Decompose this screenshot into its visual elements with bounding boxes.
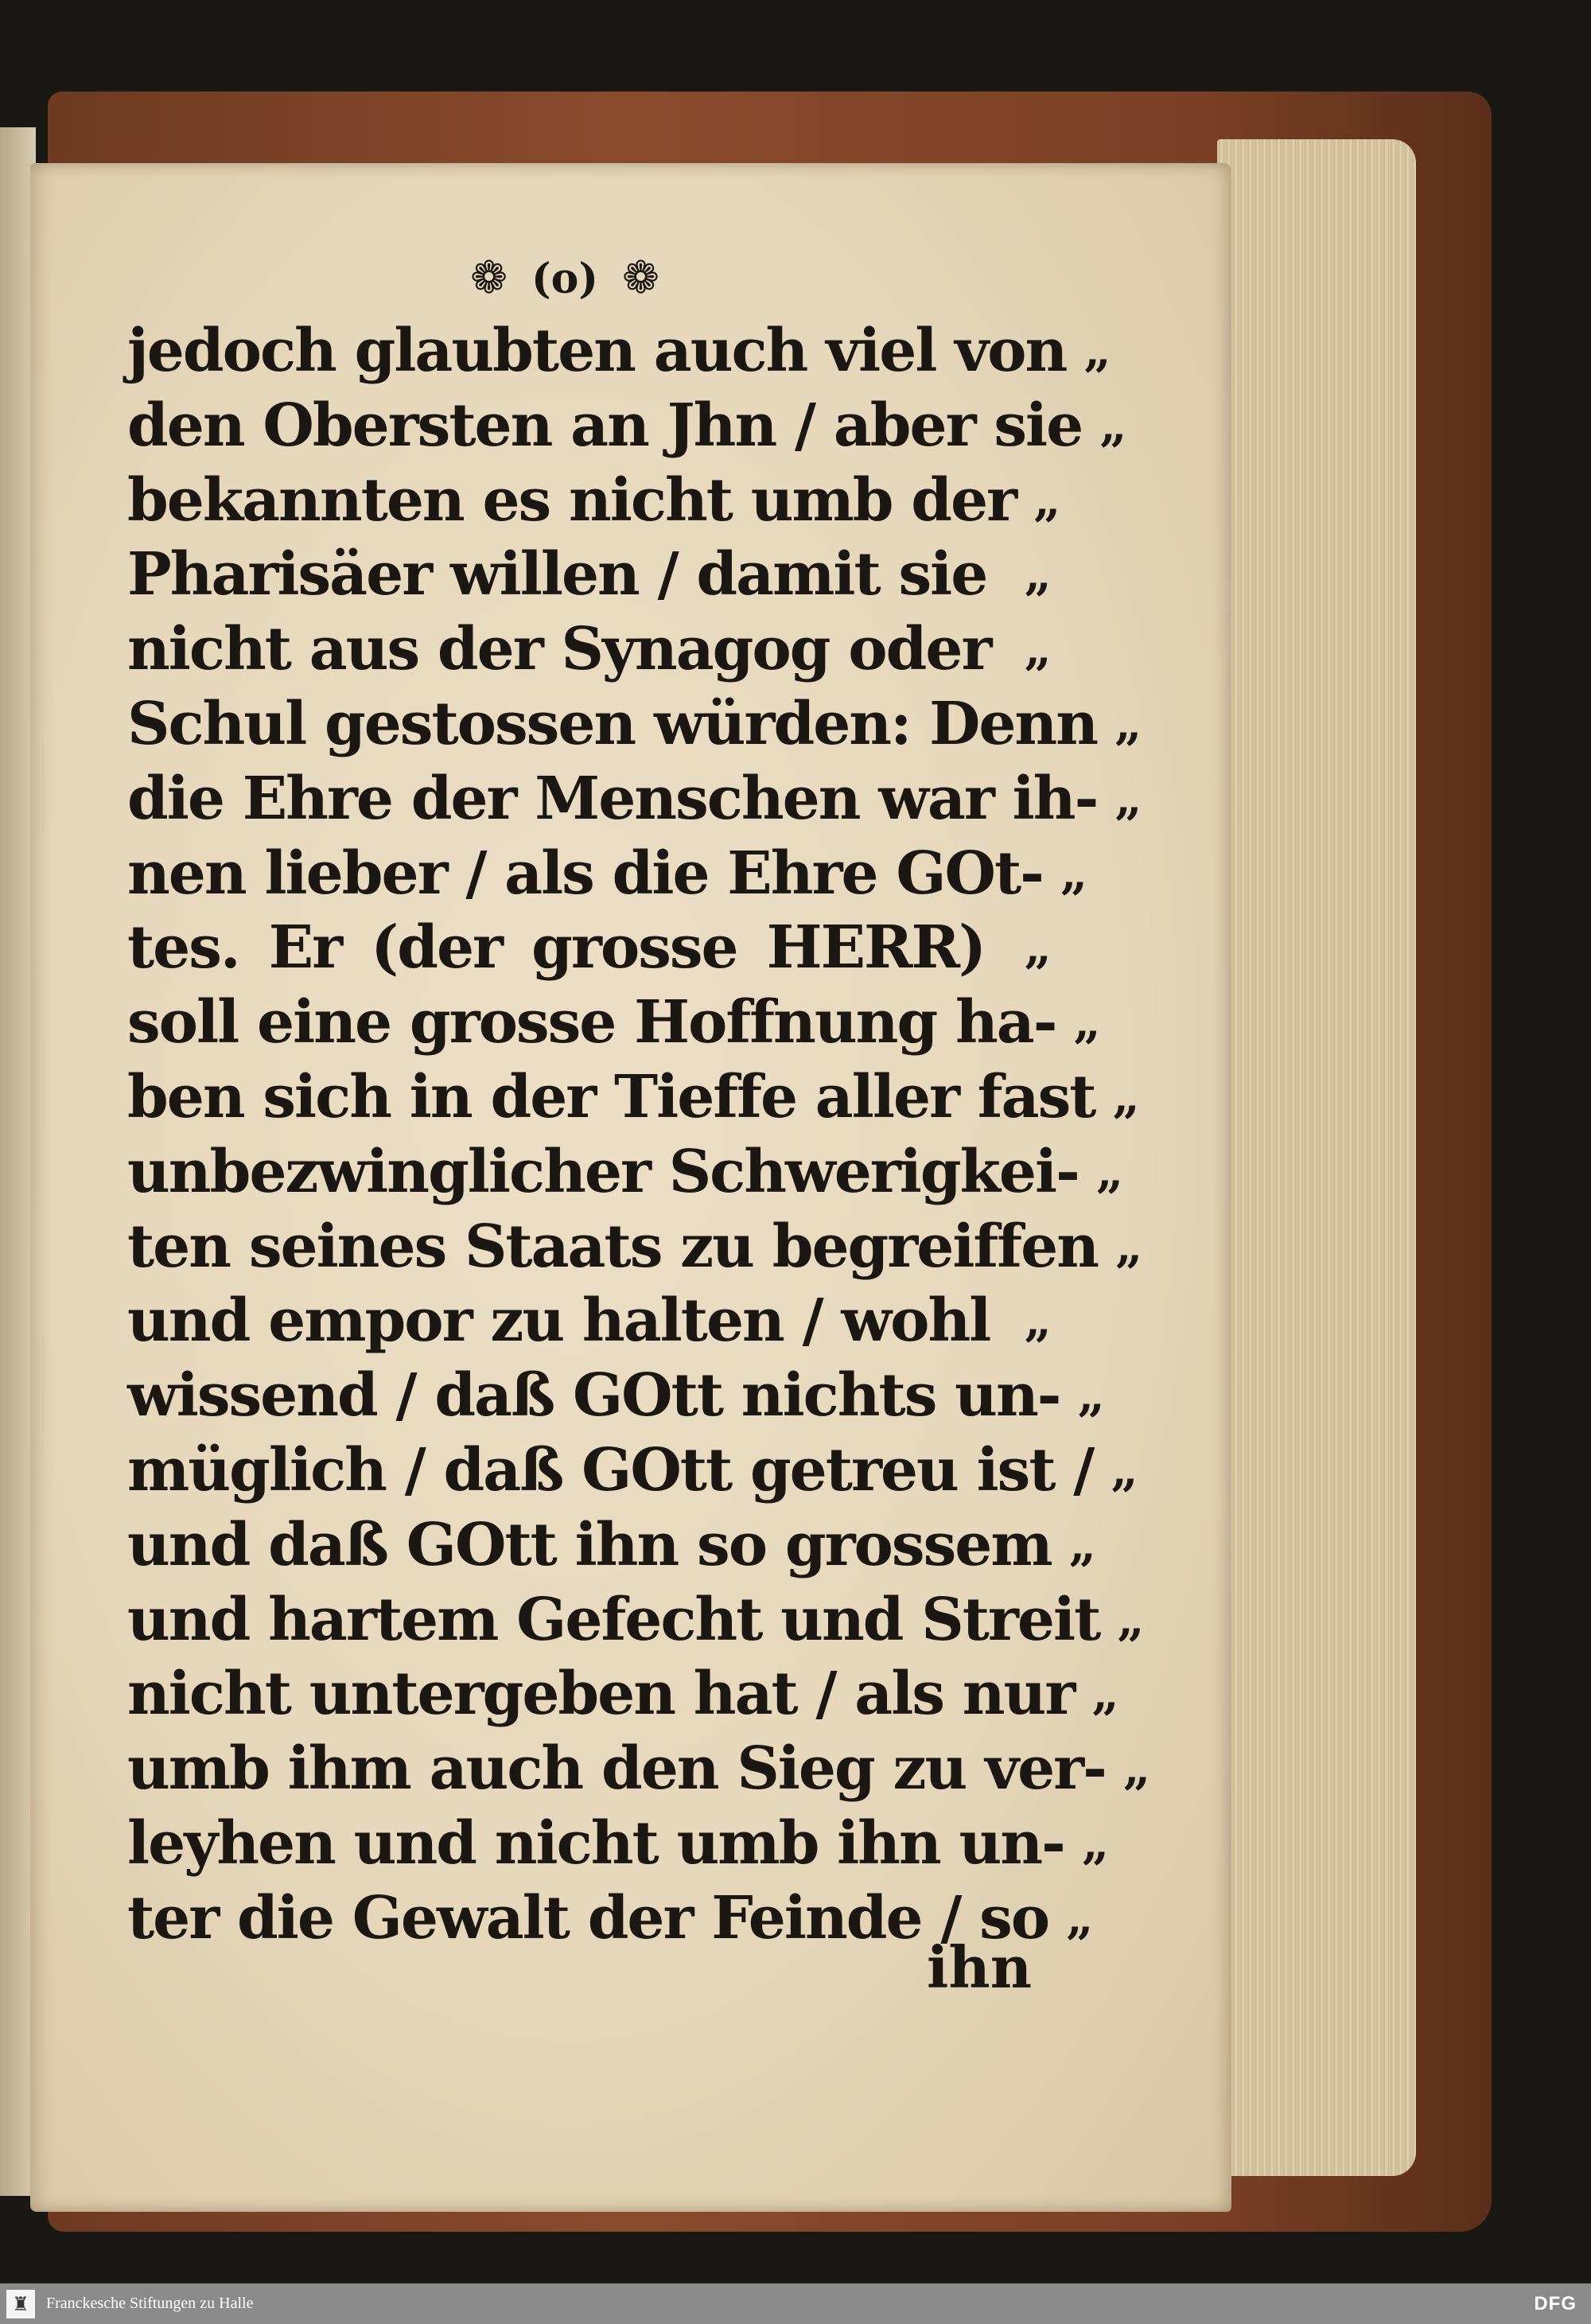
page-stack — [1217, 139, 1416, 2176]
text-line: bekannten es nicht umb der „ — [127, 464, 1050, 539]
text-line: unbezwinglicher Schwerigkei- „ — [127, 1135, 1050, 1210]
text-line: und daß GOtt ihn so grossem „ — [127, 1508, 1050, 1583]
flower-ornament-icon: ❁ — [470, 252, 508, 304]
quote-mark: „ — [1024, 920, 1050, 976]
quote-mark: „ — [1024, 1293, 1050, 1349]
quote-mark: „ — [1112, 1069, 1138, 1125]
text-line: und empor zu halten / wohl „ — [127, 1284, 1050, 1359]
quote-mark: „ — [1114, 770, 1141, 827]
body-text — [127, 314, 1149, 1956]
text-line: ter die Gewalt der Feinde / so „ — [127, 1882, 1050, 1956]
text-line: nen lieber / als die Ehre GOt- „ — [127, 837, 1050, 912]
institution-logo-icon: ♜ — [6, 2290, 35, 2318]
institution-name: Franckesche Stiftungen zu Halle — [46, 2295, 254, 2312]
quote-mark: „ — [1068, 1516, 1095, 1573]
text-line: Schul gestossen würden: Denn „ — [127, 687, 1050, 762]
dfg-logo: DFG — [1534, 2292, 1577, 2314]
text-line: ten seines Staats zu begreiffen „ — [127, 1210, 1050, 1285]
quote-mark: „ — [1066, 1890, 1092, 1946]
page-number: (o) — [531, 254, 598, 303]
quote-mark: „ — [1111, 1442, 1137, 1498]
text-line: umb ihm auch den Sieg zu ver- „ — [127, 1732, 1050, 1807]
quote-mark: „ — [1033, 472, 1060, 528]
text-line: leyhen und nicht umb ihn un- „ — [127, 1807, 1050, 1882]
text-line: und hartem Gefecht und Streit „ — [127, 1583, 1050, 1658]
quote-mark: „ — [1099, 397, 1126, 454]
text-line: müglich / daß GOtt getreu ist / „ — [127, 1434, 1050, 1508]
quote-mark: „ — [1115, 1218, 1142, 1275]
text-line: soll eine grosse Hoffnung ha- „ — [127, 986, 1050, 1061]
quote-mark: „ — [1024, 547, 1050, 603]
quote-mark: „ — [1073, 995, 1099, 1051]
quote-mark: „ — [1083, 323, 1110, 379]
quote-mark: „ — [1114, 695, 1141, 752]
quote-mark: „ — [1060, 845, 1087, 901]
flower-ornament-icon: ❁ — [621, 252, 659, 304]
quote-mark: „ — [1081, 1815, 1108, 1871]
quote-mark: „ — [1122, 1741, 1149, 1797]
quote-mark: „ — [1091, 1666, 1118, 1723]
text-line: tes. Er (der grosse HERR) „ — [127, 911, 1050, 986]
text-line: die Ehre der Menschen war ih- „ — [127, 762, 1050, 837]
footer-institution — [0, 2290, 253, 2318]
text-line: wissend / daß GOtt nichts un- „ — [127, 1359, 1050, 1434]
quote-mark: „ — [1024, 621, 1050, 678]
text-line: Pharisäer willen / damit sie „ — [127, 538, 1050, 613]
text-line: jedoch glaubten auch viel von „ — [127, 314, 1050, 389]
quote-mark: „ — [1117, 1591, 1143, 1648]
text-line: nicht aus der Synagog oder „ — [127, 613, 1050, 687]
page-header — [422, 247, 708, 310]
catchword: ihn — [927, 1933, 1033, 2001]
quote-mark: „ — [1095, 1143, 1122, 1200]
text-line: ben sich in der Tieffe aller fast „ — [127, 1061, 1050, 1135]
footer-bar — [0, 2283, 1591, 2324]
text-line: den Obersten an Jhn / aber sie „ — [127, 389, 1050, 464]
quote-mark: „ — [1077, 1368, 1103, 1424]
text-line: nicht untergeben hat / als nur „ — [127, 1657, 1050, 1732]
